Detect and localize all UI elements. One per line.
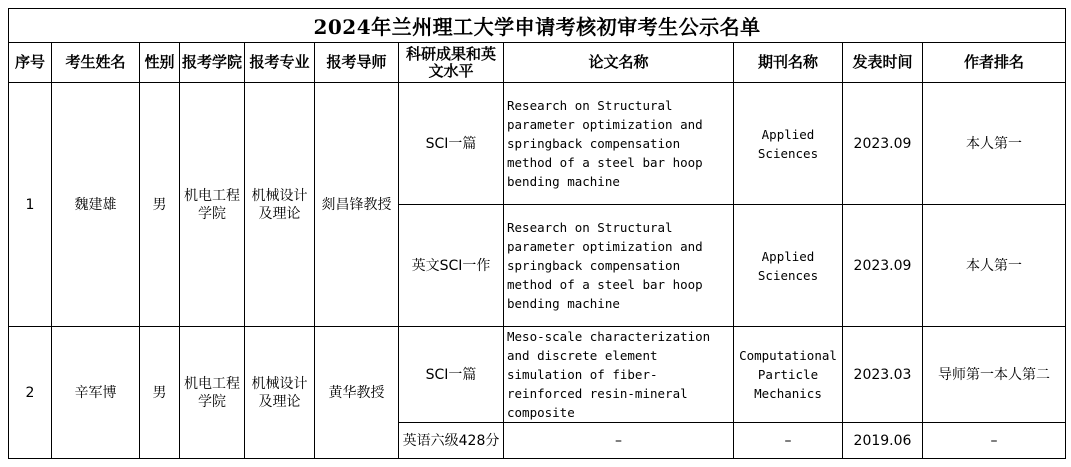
student-no: 1 [9, 83, 52, 327]
achievement-level: SCI一篇 [399, 327, 504, 423]
header-gender: 性别 [140, 43, 180, 83]
student-college: 机电工程学院 [180, 83, 245, 327]
header-row [9, 43, 1066, 83]
header-rank: 作者排名 [923, 43, 1066, 83]
student-gender: 男 [140, 83, 180, 327]
publish-date: 2019.06 [843, 423, 923, 459]
author-rank: 本人第一 [923, 83, 1066, 205]
header-college: 报考学院 [180, 43, 245, 83]
paper-title: Research on Structural parameter optimization and springback compensation method of a steel bar hoop bending machine [504, 83, 734, 205]
publish-date: 2023.09 [843, 83, 923, 205]
student-name: 魏建雄 [52, 83, 140, 327]
applicant-table [8, 8, 1066, 459]
journal-name: Applied Sciences [734, 205, 843, 327]
paper-title: – [504, 423, 734, 459]
header-achievement: 科研成果和英文水平 [399, 43, 504, 83]
header-name: 考生姓名 [52, 43, 140, 83]
achievement-level: SCI一篇 [399, 83, 504, 205]
paper-title: Research on Structural parameter optimization and springback compensation method of a steel bar hoop bending machine [504, 205, 734, 327]
table-row [9, 327, 1066, 423]
student-advisor: 剡昌锋教授 [315, 83, 399, 327]
header-date: 发表时间 [843, 43, 923, 83]
author-rank: – [923, 423, 1066, 459]
student-gender: 男 [140, 327, 180, 459]
achievement-level: 英语六级428分 [399, 423, 504, 459]
table-row [9, 83, 1066, 205]
publish-date: 2023.03 [843, 327, 923, 423]
header-journal: 期刊名称 [734, 43, 843, 83]
journal-name: – [734, 423, 843, 459]
student-major: 机械设计及理论 [245, 83, 315, 327]
header-advisor: 报考导师 [315, 43, 399, 83]
student-major: 机械设计及理论 [245, 327, 315, 459]
achievement-level: 英文SCI一作 [399, 205, 504, 327]
journal-name: Applied Sciences [734, 83, 843, 205]
author-rank: 本人第一 [923, 205, 1066, 327]
header-major: 报考专业 [245, 43, 315, 83]
student-name: 辛军博 [52, 327, 140, 459]
student-no: 2 [9, 327, 52, 459]
student-college: 机电工程学院 [180, 327, 245, 459]
header-paper: 论文名称 [504, 43, 734, 83]
publish-date: 2023.09 [843, 205, 923, 327]
page-title: 2024年兰州理工大学申请考核初审考生公示名单 [9, 9, 1066, 43]
header-no: 序号 [9, 43, 52, 83]
student-advisor: 黄华教授 [315, 327, 399, 459]
author-rank: 导师第一本人第二 [923, 327, 1066, 423]
paper-title: Meso-scale characterization and discrete element simulation of fiber-reinforced resin-mineral composite [504, 327, 734, 423]
journal-name: Computational Particle Mechanics [734, 327, 843, 423]
